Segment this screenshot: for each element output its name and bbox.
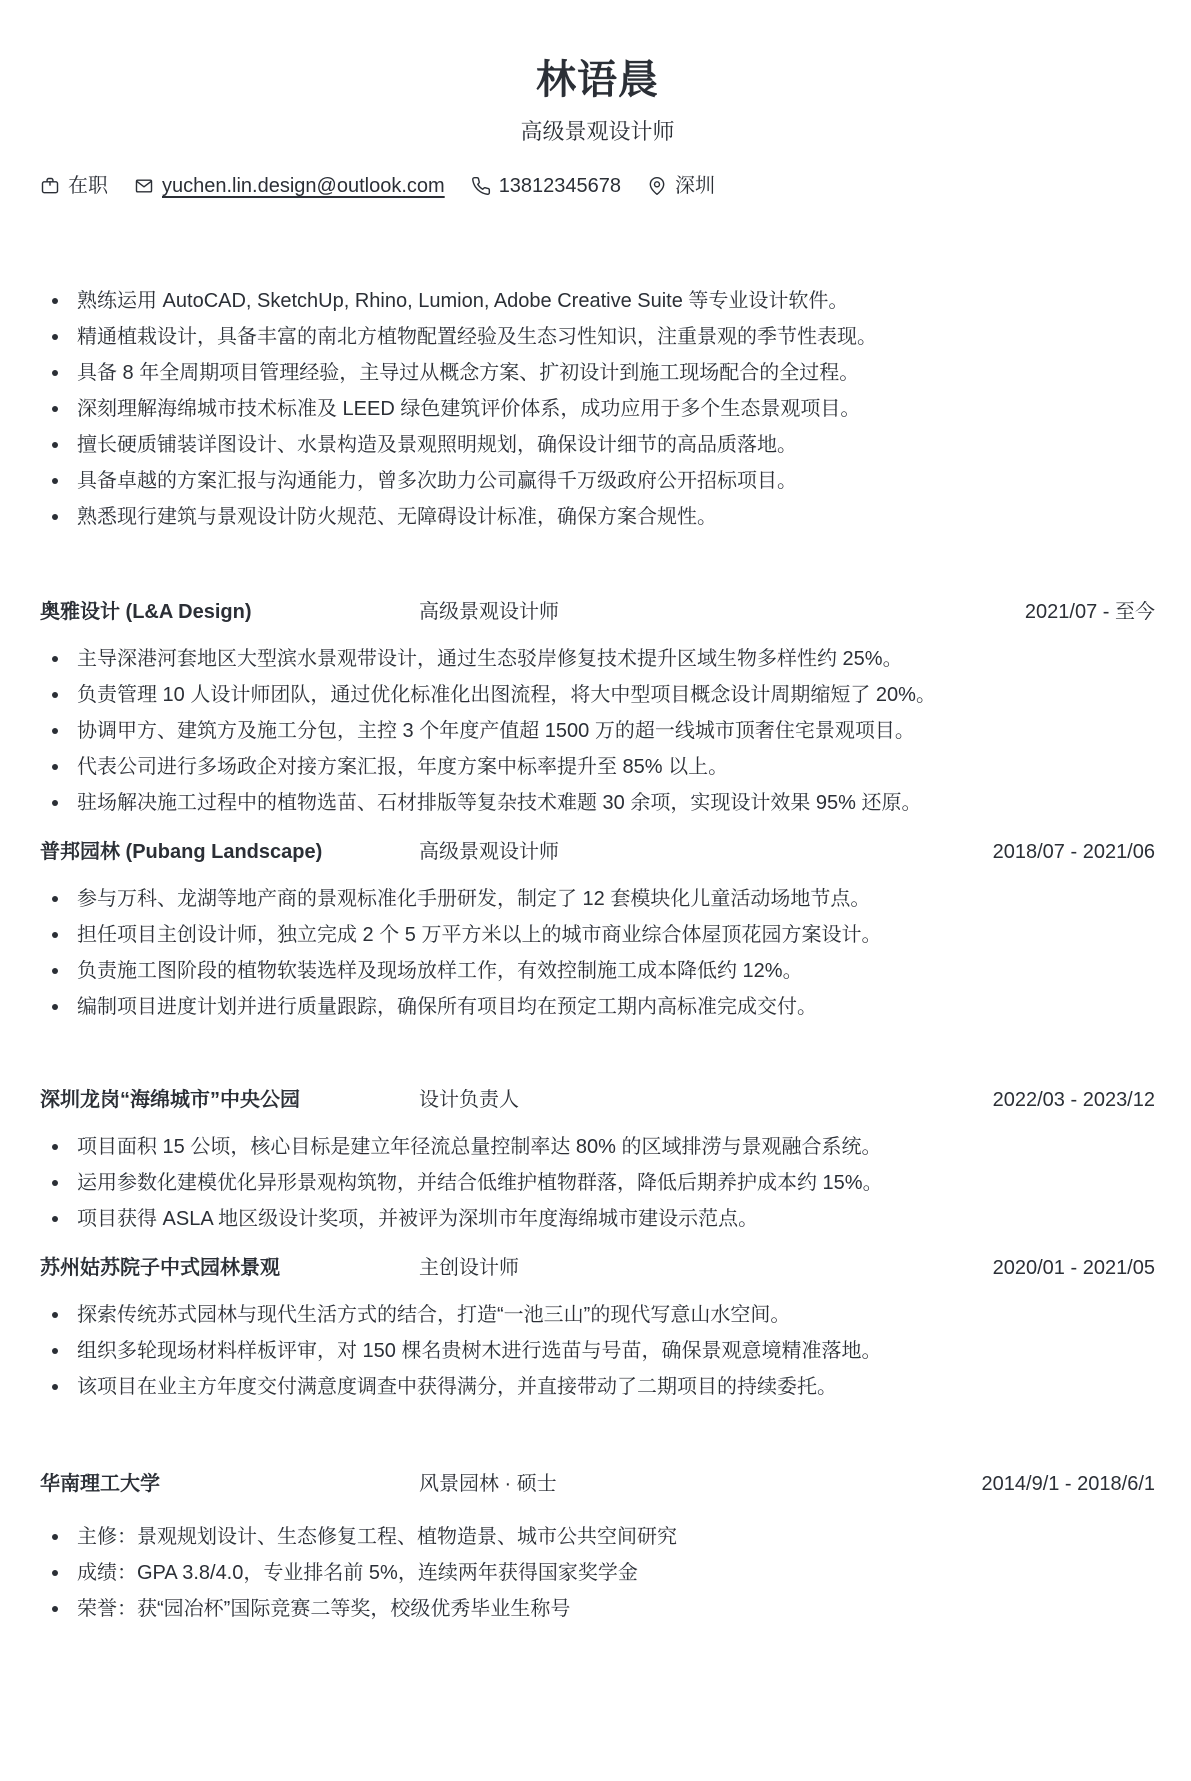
- phone-number: 13812345678: [498, 175, 622, 197]
- bullet-dot: [52, 692, 58, 698]
- school-name: 华南理工大学: [40, 1473, 160, 1495]
- experience-section: [40, 599, 1155, 1019]
- education-entry: [40, 1471, 1155, 1621]
- bullet-text: 成绩：GPA 3.8/4.0，专业排名前 5%，连续两年获得国家奖学金: [77, 1562, 638, 1584]
- list-item: [40, 923, 1155, 947]
- bullet-dot: [52, 478, 58, 484]
- list-item: [40, 755, 1155, 779]
- employment-status-label: 在职: [68, 175, 108, 197]
- project-entry: [40, 1255, 1155, 1399]
- list-item: [40, 683, 1155, 707]
- bullet-text: 该项目在业主方年度交付满意度调查中获得满分，并直接带动了二期项目的持续委托。: [77, 1376, 837, 1398]
- bullet-dot: [52, 370, 58, 376]
- bullet-text: 主导深港河套地区大型滨水景观带设计，通过生态驳岸修复技术提升区域生物多样性约 25%。: [77, 648, 903, 670]
- bullet-dot: [52, 406, 58, 412]
- summary-section: [40, 289, 1155, 529]
- education-header: [40, 1471, 1155, 1497]
- bullet-dot: [52, 1384, 58, 1390]
- experience-header: [40, 599, 1155, 625]
- location-label: 深圳: [675, 175, 716, 197]
- list-item: [40, 1207, 1155, 1231]
- bullet-dot: [52, 442, 58, 448]
- list-item: [40, 361, 1155, 385]
- bullet-text: 具备卓越的方案汇报与沟通能力，曾多次助力公司赢得千万级政府公开招标项目。: [77, 470, 797, 492]
- project-header: [40, 1255, 1155, 1281]
- bullet-dot: [52, 1180, 58, 1186]
- bullet-text: 深刻理解海绵城市技术标准及 LEED 绿色建筑评价体系，成功应用于多个生态景观项目。: [77, 398, 861, 420]
- bullet-text: 负责管理 10 人设计师团队，通过优化标准化出图流程，将大中型项目概念设计周期缩短了 20%。: [77, 684, 936, 706]
- bullet-text: 荣誉：获“园冶杯”国际竞赛二等奖，校级优秀毕业生称号: [77, 1598, 571, 1620]
- bullet-dot: [52, 800, 58, 806]
- phone-icon: [471, 176, 491, 196]
- bullet-text: 组织多轮现场材料样板评审，对 150 棵名贵树木进行选苗与号苗，确保景观意境精准落地。: [77, 1340, 882, 1362]
- briefcase-icon: [40, 176, 60, 196]
- list-item: [40, 325, 1155, 349]
- bullet-text: 熟练运用 AutoCAD, SketchUp, Rhino, Lumion, Adobe Creative Suite 等专业设计软件。: [77, 290, 849, 312]
- bullet-dot: [52, 968, 58, 974]
- degree-title: 风景园林 · 硕士: [419, 1473, 557, 1495]
- date-range: 2018/07 - 2021/06: [992, 841, 1155, 863]
- bullet-dot: [52, 656, 58, 662]
- list-item: [40, 647, 1155, 671]
- project-list: [40, 1303, 1155, 1399]
- list-item: [40, 719, 1155, 743]
- date-range: 2014/9/1 - 2018/6/1: [981, 1473, 1155, 1495]
- role-title: 主创设计师: [419, 1257, 519, 1279]
- bullet-dot: [52, 1216, 58, 1222]
- list-item: [40, 1135, 1155, 1159]
- list-item: [40, 469, 1155, 493]
- list-item: [40, 433, 1155, 457]
- bullet-text: 擅长硬质铺装详图设计、水景构造及景观照明规划，确保设计细节的高品质落地。: [77, 434, 797, 456]
- date-range: 2021/07 - 至今: [1024, 601, 1155, 623]
- project-name: 深圳龙岗“海绵城市”中央公园: [40, 1089, 300, 1111]
- projects-section: [40, 1087, 1155, 1399]
- experience-header: [40, 839, 1155, 865]
- bullet-text: 参与万科、龙湖等地产商的景观标准化手册研发，制定了 12 套模块化儿童活动场地节点。: [77, 888, 871, 910]
- role-title: 高级景观设计师: [419, 841, 559, 863]
- list-item: [40, 959, 1155, 983]
- bullet-dot: [52, 1004, 58, 1010]
- bullet-text: 担任项目主创设计师，独立完成 2 个 5 万平方米以上的城市商业综合体屋顶花园方案设计。: [77, 924, 882, 946]
- bullet-dot: [52, 932, 58, 938]
- experience-entry: [40, 599, 1155, 815]
- bullet-dot: [52, 514, 58, 520]
- bullet-dot: [52, 764, 58, 770]
- bullet-text: 驻场解决施工过程中的植物选苗、石材排版等复杂技术难题 30 余项，实现设计效果 95% 还原。: [77, 792, 922, 814]
- bullet-dot: [52, 728, 58, 734]
- education-list: [40, 1525, 1155, 1621]
- list-item: [40, 505, 1155, 529]
- bullet-dot: [52, 334, 58, 340]
- bullet-text: 负责施工图阶段的植物软装选样及现场放样工作，有效控制施工成本降低约 12%。: [77, 960, 803, 982]
- list-item: [40, 791, 1155, 815]
- project-name: 苏州姑苏院子中式园林景观: [40, 1257, 280, 1279]
- envelope-icon: [134, 176, 154, 196]
- contact-phone: [471, 174, 621, 198]
- bullet-text: 项目面积 15 公顷，核心目标是建立年径流总量控制率达 80% 的区域排涝与景观融合系统。: [77, 1136, 882, 1158]
- summary-list: [40, 289, 1155, 529]
- bullet-text: 具备 8 年全周期项目管理经验，主导过从概念方案、扩初设计到施工现场配合的全过程。: [77, 362, 860, 384]
- bullet-dot: [52, 1312, 58, 1318]
- bullet-dot: [52, 1606, 58, 1612]
- list-item: [40, 995, 1155, 1019]
- employment-status: [40, 174, 108, 198]
- location-pin-icon: [647, 176, 667, 196]
- role-title: 设计负责人: [419, 1089, 519, 1111]
- project-list: [40, 1135, 1155, 1231]
- contact-location: [647, 174, 715, 198]
- bullet-text: 探索传统苏式园林与现代生活方式的结合，打造“一池三山”的现代写意山水空间。: [77, 1304, 791, 1326]
- contact-row: [40, 174, 1155, 198]
- experience-entry: [40, 839, 1155, 1019]
- bullet-dot: [52, 298, 58, 304]
- bullet-dot: [52, 1534, 58, 1540]
- project-header: [40, 1087, 1155, 1113]
- list-item: [40, 1375, 1155, 1399]
- bullet-text: 项目获得 ASLA 地区级设计奖项，并被评为深圳市年度海绵城市建设示范点。: [77, 1208, 759, 1230]
- experience-list: [40, 887, 1155, 1019]
- bullet-text: 运用参数化建模优化异形景观构筑物，并结合低维护植物群落，降低后期养护成本约 15%。: [77, 1172, 883, 1194]
- list-item: [40, 1303, 1155, 1327]
- email-link[interactable]: yuchen.lin.design@outlook.com: [162, 175, 445, 197]
- company-name: 奥雅设计 (L&A Design): [40, 601, 252, 623]
- job-title: 高级景观设计师: [520, 119, 675, 144]
- bullet-text: 编制项目进度计划并进行质量跟踪，确保所有项目均在预定工期内高标准完成交付。: [77, 996, 817, 1018]
- project-entry: [40, 1087, 1155, 1231]
- bullet-text: 精通植栽设计，具备丰富的南北方植物配置经验及生态习性知识，注重景观的季节性表现。: [77, 326, 877, 348]
- date-range: 2020/01 - 2021/05: [992, 1257, 1155, 1279]
- list-item: [40, 1525, 1155, 1549]
- list-item: [40, 289, 1155, 313]
- role-title: 高级景观设计师: [419, 601, 559, 623]
- list-item: [40, 887, 1155, 911]
- bullet-dot: [52, 1144, 58, 1150]
- bullet-dot: [52, 1348, 58, 1354]
- company-name: 普邦园林 (Pubang Landscape): [40, 841, 323, 863]
- experience-list: [40, 647, 1155, 815]
- bullet-dot: [52, 1570, 58, 1576]
- list-item: [40, 1561, 1155, 1585]
- education-section: [40, 1471, 1155, 1621]
- page-title: 林语晨: [536, 58, 659, 102]
- list-item: [40, 1339, 1155, 1363]
- date-range: 2022/03 - 2023/12: [992, 1089, 1155, 1111]
- bullet-text: 协调甲方、建筑方及施工分包，主控 3 个年度产值超 1500 万的超一线城市顶奢住宅景观项目。: [77, 720, 915, 742]
- bullet-text: 主修：景观规划设计、生态修复工程、植物造景、城市公共空间研究: [77, 1526, 677, 1548]
- contact-email: [134, 174, 445, 198]
- list-item: [40, 1597, 1155, 1621]
- list-item: [40, 1171, 1155, 1195]
- bullet-dot: [52, 896, 58, 902]
- list-item: [40, 397, 1155, 421]
- bullet-text: 熟悉现行建筑与景观设计防火规范、无障碍设计标准，确保方案合规性。: [77, 506, 717, 528]
- bullet-text: 代表公司进行多场政企对接方案汇报，年度方案中标率提升至 85% 以上。: [77, 756, 729, 778]
